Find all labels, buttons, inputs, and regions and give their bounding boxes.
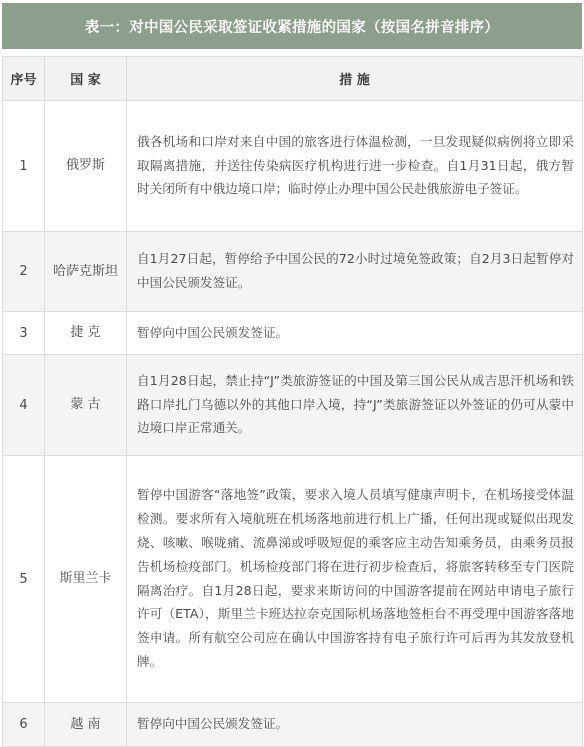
row-no: 6	[3, 703, 45, 747]
row-country: 斯里兰卡	[45, 456, 127, 703]
table-row	[3, 232, 583, 312]
row-country: 哈萨克斯坦	[45, 232, 127, 312]
header-row	[3, 57, 583, 101]
row-measures: 自1月27日起，暂停给予中国公民的72小时过境免签政策；自2月3日起暂停对中国公民颁发签证。	[127, 232, 583, 312]
row-country: 越 南	[45, 703, 127, 747]
row-no: 3	[3, 312, 45, 355]
row-no: 4	[3, 355, 45, 456]
header-measures: 措 施	[127, 57, 583, 101]
row-no: 5	[3, 456, 45, 703]
row-measures: 俄各机场和口岸对来自中国的旅客进行体温检测，一旦发现疑似病例将立即采取隔离措施，并送往传染病医疗机构进行进一步检查。自1月31日起，俄方暂时关闭所有中俄边境口岸；临时停止办理中国公民赴俄旅游电子签证。	[127, 101, 583, 232]
table-row	[3, 312, 583, 355]
row-measures: 自1月28日起，禁止持“J”类旅游签证的中国及第三国公民从成吉思汗机场和铁路口岸扎门乌德以外的其他口岸入境，持“J”类旅游签证以外签证的仍可从蒙中边境口岸正常通关。	[127, 355, 583, 456]
row-country: 蒙 古	[45, 355, 127, 456]
table-row	[3, 101, 583, 232]
header-no: 序号	[3, 57, 45, 101]
row-country: 俄罗斯	[45, 101, 127, 232]
row-no: 1	[3, 101, 45, 232]
row-measures: 暂停向中国公民颁发签证。	[127, 703, 583, 747]
table-row	[3, 355, 583, 456]
table-row	[3, 703, 583, 747]
header-country: 国 家	[45, 57, 127, 101]
table-row	[3, 456, 583, 703]
row-measures: 暂停向中国公民颁发签证。	[127, 312, 583, 355]
row-country: 捷 克	[45, 312, 127, 355]
row-no: 2	[3, 232, 45, 312]
row-measures: 暂停中国游客“落地签”政策，要求入境人员填写健康声明卡，在机场接受体温检测。要求所有入境航班在机场落地前进行机上广播，任何出现或疑似出现发烧、咳嗽、喉咙痛、流鼻涕或呼吸短促的乘客应主动告知乘务员，由乘务员报告机场检疫部门。机场检疫部门将在进行初步检查后，将旅客转移至专门医院隔离治疗。自1月28日起，要求来斯访问的中国游客提前在网站申请电子旅行许可（ETA），斯里兰卡班达拉奈克国际机场落地签柜台不再受理中国游客落地签申请。所有航空公司应在确认中国游客持有电子旅行许可后再为其发放登机牌。	[127, 456, 583, 703]
table-title: 表一：对中国公民采取签证收紧措施的国家（按国名拼音排序）	[2, 3, 582, 49]
measures-table	[2, 56, 583, 747]
